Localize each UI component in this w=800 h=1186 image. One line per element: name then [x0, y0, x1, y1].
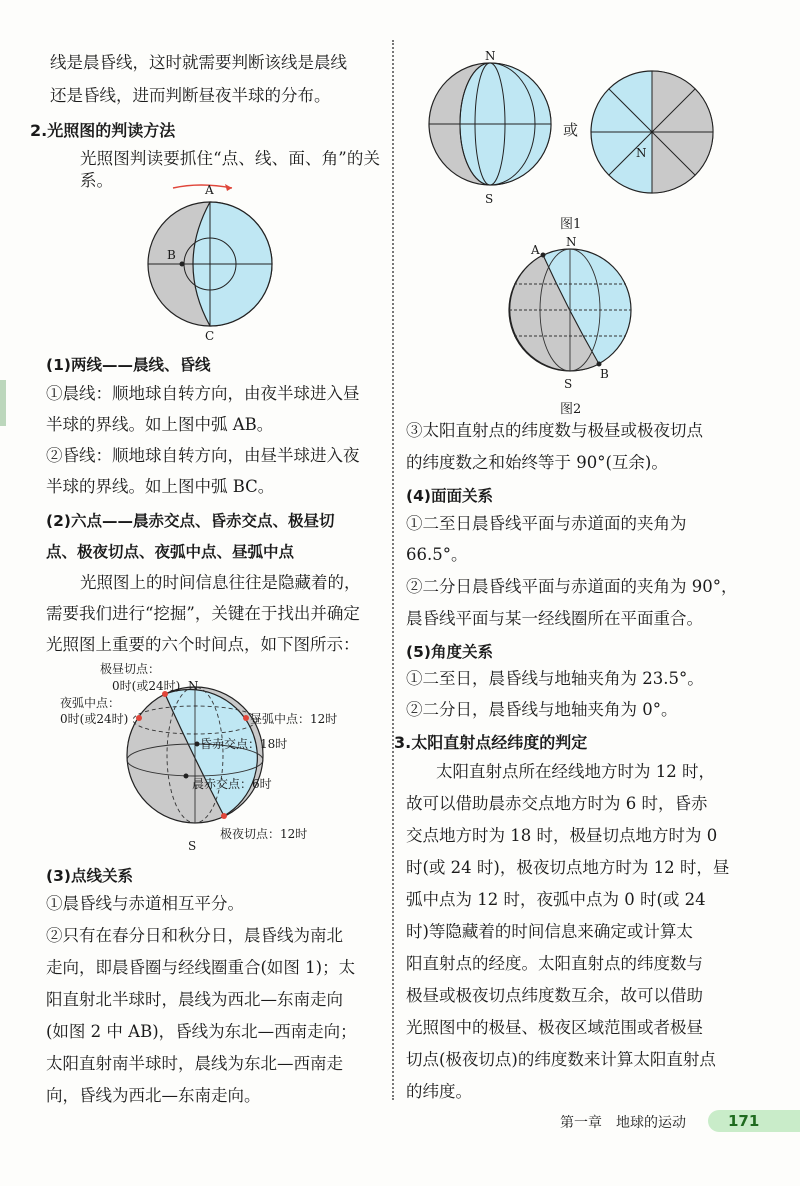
label-s: S [188, 839, 197, 853]
sub3-line-2: ②只有在春分日和秋分日，晨昏线为南北 [46, 926, 343, 945]
section3-title: 3.太阳直射点经纬度的判定 [394, 733, 588, 752]
section3-line-4: 时(或 24 时)，极夜切点地方时为 12 时，昼 [406, 858, 730, 877]
fig1-globe-side [428, 60, 552, 188]
sub4-title: (4)面面关系 [406, 487, 493, 505]
label-dusk: 昏赤交点：18时 [200, 737, 288, 751]
label-polar-day-1: 极昼切点： [100, 662, 161, 676]
sub2-line-3: 光照图上重要的六个时间点，如下图所示： [46, 635, 360, 654]
dawn-point [184, 774, 189, 779]
sub3-line-4: 阳直射北半球时，晨线为西北—东南走向 [46, 990, 343, 1009]
section3-line-10: 切点(极夜切点)的纬度数来计算太阳直射点 [406, 1050, 716, 1069]
column-divider [392, 40, 394, 1100]
sub5-line-1: ①二至日，晨昏线与地轴夹角为 23.5°。 [406, 669, 704, 688]
right-line-a1: ③太阳直射点的纬度数与极昼或极夜切点 [406, 421, 703, 440]
sub2-line-2: 需要我们进行“挖掘”，关键在于找出并确定 [46, 604, 360, 623]
sub3-line-5: (如图 2 中 AB)，昏线为东北—西南走向； [46, 1022, 357, 1041]
label-dawn: 晨赤交点：6时 [192, 777, 272, 791]
fig2-label-s: S [564, 377, 573, 391]
sub2-line-1: 光照图上的时间信息往往是隐藏着的， [80, 573, 361, 592]
day-mid-point [243, 715, 249, 721]
fig2-label-b: B [600, 367, 609, 381]
night-mid-point [136, 715, 142, 721]
sub1-line-1: ①晨线：顺地球自转方向，由夜半球进入昼 [46, 384, 360, 403]
section2-intro: 光照图判读要抓住“点、线、面、角”的关系。 [80, 149, 380, 190]
sub3-line-6: 太阳直射南半球时，晨线为东北—西南走 [46, 1054, 343, 1073]
label-a: A [205, 183, 214, 197]
arrow-head-icon [225, 184, 232, 191]
fig2-caption: 图2 [560, 402, 582, 417]
label-n: N [188, 679, 199, 693]
sub1-line-3: ②昏线：顺地球自转方向，由昼半球进入夜 [46, 446, 360, 465]
fig1-label-s1: S [485, 192, 494, 206]
label-day-mid: 昼弧中点：12时 [250, 712, 338, 726]
section3-line-1: 太阳直射点所在经线地方时为 12 时， [436, 762, 715, 781]
fig2-point-b [597, 362, 602, 367]
section3-line-9: 光照图中的极昼、极夜区域范围或者极昼 [406, 1018, 703, 1037]
sub4-line-2: 66.5°。 [406, 545, 468, 564]
section3-line-11: 的纬度。 [406, 1082, 472, 1101]
right-line-a2: 的纬度数之和始终等于 90°(互余)。 [406, 453, 668, 472]
sub4-line-1: ①二至日晨昏线平面与赤道面的夹角为 [406, 514, 687, 533]
fig1-or: 或 [563, 121, 579, 139]
rotation-arrow [173, 185, 232, 188]
six-points-figure [120, 680, 270, 830]
sub3-line-3: 走向，即晨昏圈与经线圈重合(如图 1)；太 [46, 958, 356, 977]
point-b [180, 262, 185, 267]
fig1-caption: 图1 [560, 217, 582, 232]
sub1-line-2: 半球的界线。如上图中弧 AB。 [46, 415, 274, 434]
label-polar-day-2: 0时(或24时) [112, 679, 181, 693]
section3-line-6: 时)等隐藏着的时间信息来确定或计算太 [406, 922, 693, 941]
sub3-line-7: 向，昏线为西北—东南走向。 [46, 1086, 261, 1105]
label-night-mid-1: 夜弧中点： [60, 696, 121, 710]
sub3-title: (3)点线关系 [46, 867, 133, 885]
section3-line-7: 阳直射点的经度。太阳直射点的纬度数与 [406, 954, 703, 973]
fig2-point-a [541, 253, 546, 258]
sub2-title-2: 点、极夜切点、夜弧中点、昼弧中点 [46, 543, 295, 561]
page-number: 171 [708, 1110, 800, 1132]
sub5-line-2: ②二分日，晨昏线与地轴夹角为 0°。 [406, 700, 678, 719]
sub1-title: (1)两线——晨线、昏线 [46, 356, 211, 374]
side-tab [0, 380, 6, 426]
section3-line-8: 极昼或极夜切点纬度数互余，故可以借助 [406, 986, 703, 1005]
sub4-line-4: 晨昏线平面与某一经线圈所在平面重合。 [406, 609, 703, 628]
sub5-title: (5)角度关系 [406, 643, 493, 661]
intro-line-2: 还是昏线，进而判断昼夜半球的分布。 [50, 86, 331, 105]
label-b: B [167, 248, 176, 262]
fig2-label-n: N [566, 235, 577, 249]
sub2-title-1: (2)六点——晨赤交点、昏赤交点、极昼切 [46, 512, 335, 530]
label-c: C [205, 329, 215, 343]
section3-line-2: 故可以借助晨赤交点地方时为 6 时，昏赤 [406, 794, 708, 813]
section2-title: 2.光照图的判读方法 [30, 121, 176, 140]
footer-chapter: 第一章 地球的运动 [560, 1115, 686, 1131]
intro-line-1: 线是晨昏线，这时就需要判断该线是晨线 [50, 53, 347, 72]
polar-night-point [221, 813, 227, 819]
label-night-mid-2: 0时(或24时) [60, 712, 129, 726]
label-polar-night: 极夜切点：12时 [220, 827, 308, 841]
fig1-label-n2: N [636, 146, 647, 160]
sub4-line-3: ②二分日晨昏线平面与赤道面的夹角为 90°， [406, 577, 738, 596]
fig1-label-n1: N [485, 49, 496, 63]
fig2-globe [508, 248, 632, 372]
fig1-globe-polar [590, 70, 714, 194]
fig2-label-a: A [531, 243, 540, 257]
sub1-line-4: 半球的界线。如上图中弧 BC。 [46, 477, 275, 496]
dusk-point [195, 742, 200, 747]
section3-line-3: 交点地方时为 18 时，极昼切点地方时为 0 [406, 826, 718, 845]
illumination-figure-top [140, 180, 280, 340]
sub3-line-1: ①晨昏线与赤道相互平分。 [46, 894, 244, 913]
section3-line-5: 弧中点为 12 时，夜弧中点为 0 时(或 24 [406, 890, 706, 909]
